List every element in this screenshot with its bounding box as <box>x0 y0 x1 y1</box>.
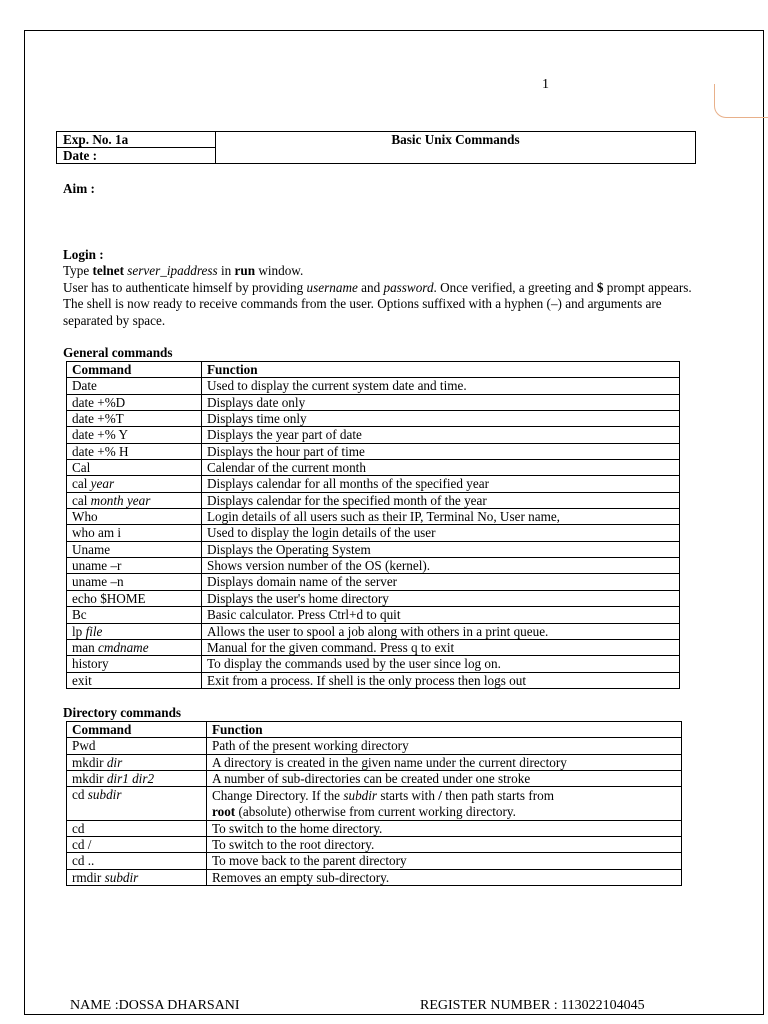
server-arg: server_ipaddress <box>127 263 218 279</box>
function-text: Displays date only <box>207 394 306 410</box>
function-text: then path starts from <box>441 788 554 804</box>
table-row <box>67 672 680 688</box>
command-argument: year <box>90 476 115 492</box>
function-text: To display the commands used by the user since log on. <box>207 656 501 672</box>
function-text: Shows version number of the OS (kernel). <box>207 558 431 574</box>
footer-student-name: NAME :DOSSA DHARSANI <box>70 998 240 1013</box>
command-cell <box>67 411 202 427</box>
function-cell <box>202 394 680 410</box>
command-cell <box>67 754 207 770</box>
function-text: Login details of all users such as their IP, Terminal No, User name, <box>207 509 560 525</box>
function-cell <box>202 590 680 606</box>
header-corner-mark <box>714 84 768 118</box>
function-text: To move back to the parent directory <box>212 853 407 869</box>
table-row <box>67 574 680 590</box>
command-cell <box>67 558 202 574</box>
subdir-term: subdir <box>343 788 378 804</box>
command-cell <box>67 394 202 410</box>
command-name: Who <box>72 509 98 525</box>
command-cell <box>67 607 202 623</box>
command-name: exit <box>72 672 92 688</box>
command-cell <box>67 787 207 820</box>
login-heading: Login : <box>63 247 104 262</box>
command-name: Bc <box>72 607 87 623</box>
directory-commands-title: Directory commands <box>63 705 182 720</box>
command-name: mkdir <box>72 771 107 787</box>
function-text: Calendar of the current month <box>207 460 366 476</box>
function-text: Displays calendar for all months of the specified year <box>207 476 489 492</box>
login-line <box>63 263 703 279</box>
function-text: Displays the user's home directory <box>207 590 389 606</box>
function-cell <box>202 574 680 590</box>
function-cell <box>202 525 680 541</box>
command-name: cd <box>72 787 88 803</box>
text: . Once verified, a greeting and <box>433 279 597 295</box>
function-cell <box>207 853 682 869</box>
table-row <box>67 411 680 427</box>
table-row <box>67 427 680 443</box>
table-row <box>67 853 682 869</box>
telnet-keyword: telnet <box>92 263 124 279</box>
function-text: Displays the Operating System <box>207 541 371 557</box>
date-cell: Date : <box>57 148 216 164</box>
command-name: uname –n <box>72 574 124 590</box>
command-cell <box>67 869 207 885</box>
dollar-prompt: $ <box>596 279 604 295</box>
command-cell <box>67 771 207 787</box>
command-cell <box>67 525 202 541</box>
function-text: Removes an empty sub-directory. <box>212 869 390 885</box>
column-header-function: Function <box>207 722 682 738</box>
function-text: Displays calendar for the specified month of the year <box>207 492 487 508</box>
login-description <box>63 280 703 329</box>
command-cell <box>67 460 202 476</box>
command-cell <box>67 590 202 606</box>
command-name: date +%D <box>72 394 126 410</box>
exp-no-cell: Exp. No. 1a <box>57 132 216 148</box>
command-cell <box>67 541 202 557</box>
command-cell <box>67 492 202 508</box>
table-row <box>67 509 680 525</box>
function-text: Manual for the given command. Press q to exit <box>207 639 455 655</box>
command-name: lp <box>72 623 86 639</box>
function-cell <box>202 427 680 443</box>
command-cell <box>67 738 207 754</box>
command-name: Pwd <box>72 738 96 754</box>
table-row <box>67 492 680 508</box>
function-cell <box>202 656 680 672</box>
command-cell <box>67 836 207 852</box>
function-cell <box>207 771 682 787</box>
table-row <box>67 639 680 655</box>
function-cell <box>207 869 682 885</box>
function-text: starts with <box>377 788 439 804</box>
text: Type <box>63 263 93 279</box>
command-name: cal <box>72 492 91 508</box>
function-text: Path of the present working directory <box>212 738 409 754</box>
command-name: uname –r <box>72 558 122 574</box>
command-name: Date <box>72 378 97 394</box>
experiment-title: Basic Unix Commands <box>216 132 696 164</box>
text: prompt appears. The shell is now ready to receive commands from the user. Options suffixed with a hyphen (–) and arguments are separated by space. <box>63 279 692 328</box>
command-cell <box>67 639 202 655</box>
table-row <box>67 378 680 394</box>
function-cell <box>207 787 682 820</box>
password-term: password <box>383 279 434 295</box>
command-argument: dir1 dir2 <box>106 771 155 787</box>
function-text: To switch to the root directory. <box>212 836 375 852</box>
command-cell <box>67 476 202 492</box>
function-cell <box>202 607 680 623</box>
function-cell <box>202 492 680 508</box>
command-cell <box>67 853 207 869</box>
function-cell <box>202 623 680 639</box>
table-row <box>67 656 680 672</box>
command-name: history <box>72 656 109 672</box>
function-cell <box>202 558 680 574</box>
function-cell <box>202 460 680 476</box>
table-row <box>67 590 680 606</box>
command-argument: file <box>85 623 103 639</box>
function-text: Basic calculator. Press Ctrl+d to quit <box>207 607 401 623</box>
function-text: A number of sub-directories can be created under one stroke <box>212 771 531 787</box>
command-argument: dir <box>106 754 123 770</box>
text: window. <box>255 263 304 279</box>
command-cell <box>67 574 202 590</box>
command-argument: subdir <box>104 869 139 885</box>
table-row <box>67 623 680 639</box>
table-row <box>67 607 680 623</box>
command-name: date +% H <box>72 443 129 459</box>
table-row <box>67 820 682 836</box>
function-text: Displays the year part of date <box>207 427 362 443</box>
function-text: Exit from a process. If shell is the only process then logs out <box>207 672 527 688</box>
command-cell <box>67 820 207 836</box>
function-text: Change Directory. If the <box>212 788 344 804</box>
command-cell <box>67 427 202 443</box>
run-keyword: run <box>234 263 256 279</box>
function-cell <box>202 541 680 557</box>
function-text: Displays time only <box>207 411 307 427</box>
command-name: cd / <box>72 836 92 852</box>
function-cell <box>202 411 680 427</box>
login-section <box>63 247 703 329</box>
function-text: To switch to the home directory. <box>212 820 383 836</box>
command-cell <box>67 672 202 688</box>
command-cell <box>67 509 202 525</box>
command-argument: month year <box>90 492 151 508</box>
command-name: man <box>72 639 99 655</box>
function-cell <box>207 820 682 836</box>
username-term: username <box>306 279 358 295</box>
general-commands-title: General commands <box>63 345 173 360</box>
function-cell <box>207 836 682 852</box>
column-header-command: Command <box>67 722 207 738</box>
function-cell <box>202 672 680 688</box>
table-row <box>67 869 682 885</box>
experiment-header-table <box>56 131 696 164</box>
table-row <box>67 787 682 820</box>
table-row <box>67 541 680 557</box>
command-argument: cmdname <box>98 639 149 655</box>
command-cell <box>67 623 202 639</box>
root-term: root <box>212 803 236 819</box>
function-cell <box>202 378 680 394</box>
text: User has to authenticate himself by providing <box>63 279 307 295</box>
command-name: echo $HOME <box>72 590 146 606</box>
function-cell <box>207 754 682 770</box>
function-text: A directory is created in the given name under the current directory <box>212 754 567 770</box>
command-name: Uname <box>72 541 111 557</box>
table-row <box>67 460 680 476</box>
aim-label: Aim : <box>63 181 95 196</box>
text: in <box>217 263 235 279</box>
command-name: date +%T <box>72 411 124 427</box>
function-cell <box>202 476 680 492</box>
table-row <box>67 836 682 852</box>
table-row <box>67 738 682 754</box>
slash-term: / <box>438 788 442 804</box>
table-row <box>67 476 680 492</box>
command-name: rmdir <box>72 869 105 885</box>
directory-commands-table <box>66 721 682 886</box>
command-name: cal <box>72 476 91 492</box>
table-row <box>67 443 680 459</box>
command-cell <box>67 656 202 672</box>
function-text: Allows the user to spool a job along with others in a print queue. <box>207 623 549 639</box>
function-text: Used to display the current system date and time. <box>207 378 467 394</box>
function-cell <box>202 509 680 525</box>
command-name: date +% Y <box>72 427 129 443</box>
general-commands-table <box>66 361 680 689</box>
function-cell <box>202 639 680 655</box>
footer-register-number: REGISTER NUMBER : 113022104045 <box>420 998 645 1013</box>
command-name: Cal <box>72 460 91 476</box>
function-text: Displays domain name of the server <box>207 574 398 590</box>
command-argument: subdir <box>87 787 122 803</box>
column-header-function: Function <box>202 362 680 378</box>
function-cell <box>207 738 682 754</box>
table-row <box>67 754 682 770</box>
command-cell <box>67 443 202 459</box>
page-number: 1 <box>542 77 549 92</box>
function-text: Used to display the login details of the user <box>207 525 436 541</box>
command-cell <box>67 378 202 394</box>
table-row <box>67 394 680 410</box>
command-name: cd <box>72 820 85 836</box>
function-text: (absolute) otherwise from current working directory. <box>235 803 516 819</box>
command-name: cd .. <box>72 853 95 869</box>
text: and <box>357 279 384 295</box>
table-row <box>67 558 680 574</box>
command-name: who am i <box>72 525 122 541</box>
function-cell <box>202 443 680 459</box>
table-row <box>67 771 682 787</box>
table-row <box>67 525 680 541</box>
column-header-command: Command <box>67 362 202 378</box>
function-text: Displays the hour part of time <box>207 443 365 459</box>
command-name: mkdir <box>72 754 107 770</box>
